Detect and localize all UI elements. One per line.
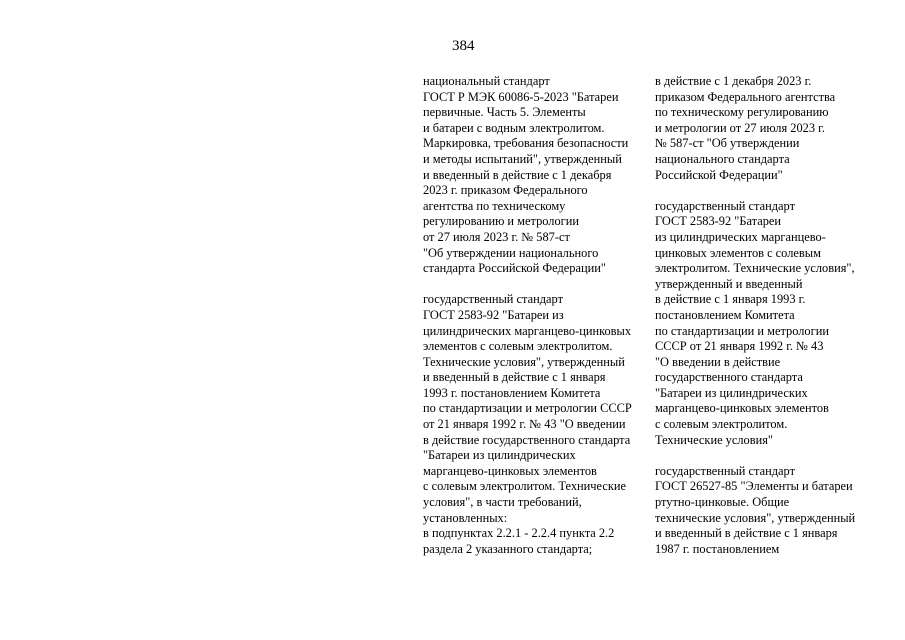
text-line: 2023 г. приказом Федерального <box>423 183 588 198</box>
text-line: "Батареи из цилиндрических <box>423 448 576 463</box>
text-line: от 21 января 1992 г. № 43 "О введении <box>423 417 626 432</box>
text-line: стандарта Российской Федерации" <box>423 261 606 276</box>
text-block <box>655 199 855 449</box>
text-line: ГОСТ Р МЭК 60086-5-2023 "Батареи <box>423 89 619 104</box>
paragraph-gap <box>655 448 855 464</box>
text-block <box>655 74 855 183</box>
text-line: 1987 г. постановлением <box>655 541 780 556</box>
text-line: "Об утверждении национального <box>423 245 599 260</box>
text-line: в действие с 1 декабря 2023 г. <box>655 74 812 88</box>
text-line: электролитом. Технические условия", <box>655 261 855 276</box>
text-line: условия", в части требований, <box>423 495 582 510</box>
text-line: государственный стандарт <box>655 463 795 478</box>
text-line: от 27 июля 2023 г. № 587-ст <box>423 229 570 244</box>
paragraph-gap <box>423 277 632 293</box>
text-line: с солевым электролитом. <box>655 417 788 432</box>
page-number: 384 <box>452 38 475 54</box>
text-line: элементов с солевым электролитом. <box>423 339 613 354</box>
text-line: технические условия", утвержденный <box>655 510 856 525</box>
text-line: Российской Федерации" <box>655 167 783 182</box>
text-line: цилиндрических марганцево-цинковых <box>423 323 632 338</box>
text-line: ГОСТ 26527-85 "Элементы и батареи <box>655 479 853 494</box>
text-line: 1993 г. постановлением Комитета <box>423 385 601 400</box>
text-line: раздела 2 указанного стандарта; <box>423 541 593 556</box>
text-line: и введенный в действие с 1 января <box>655 526 838 541</box>
text-line: марганцево-цинковых элементов <box>423 463 597 478</box>
text-line: первичные. Часть 5. Элементы <box>423 105 586 120</box>
text-line: с солевым электролитом. Технические <box>423 479 626 494</box>
right-column <box>655 74 855 557</box>
text-block <box>423 292 632 557</box>
text-line: по стандартизации и метрологии СССР <box>423 401 632 416</box>
left-column <box>423 74 632 557</box>
text-line: и метрологии от 27 июля 2023 г. <box>655 120 825 135</box>
text-line: агентства по техническому <box>423 198 566 213</box>
text-line: утвержденный и введенный <box>655 276 803 291</box>
text-line: СССР от 21 января 1992 г. № 43 <box>655 339 824 354</box>
text-line: из цилиндрических марганцево- <box>655 229 826 244</box>
text-line: по техническому регулированию <box>655 105 829 120</box>
text-line: и батареи с водным электролитом. <box>423 120 605 135</box>
text-line: национальный стандарт <box>423 74 550 88</box>
text-line: и введенный в действие с 1 декабря <box>423 167 612 182</box>
text-line: регулированию и метрологии <box>423 214 580 229</box>
text-block <box>655 464 855 558</box>
text-line: № 587-ст "Об утверждении <box>655 136 800 151</box>
text-line: государственного стандарта <box>655 370 803 385</box>
text-line: ГОСТ 2583-92 "Батареи из <box>423 307 564 322</box>
text-line: "О введении в действие <box>655 354 781 369</box>
text-line: в действие государственного стандарта <box>423 432 631 447</box>
paragraph-gap <box>655 183 855 199</box>
text-line: национального стандарта <box>655 151 790 166</box>
text-line: и методы испытаний", утвержденный <box>423 151 622 166</box>
text-line: в действие с 1 января 1993 г. <box>655 292 806 307</box>
text-line: и введенный в действие с 1 января <box>423 370 606 385</box>
text-line: цинковых элементов с солевым <box>655 245 821 260</box>
text-line: Маркировка, требования безопасности <box>423 136 629 151</box>
text-line: по стандартизации и метрологии <box>655 323 829 338</box>
text-line: в подпунктах 2.2.1 - 2.2.4 пункта 2.2 <box>423 526 615 541</box>
text-block <box>423 74 632 277</box>
text-line: государственный стандарт <box>655 198 795 213</box>
text-line: ГОСТ 2583-92 "Батареи <box>655 214 782 229</box>
text-line: установленных: <box>423 510 508 525</box>
text-line: приказом Федерального агентства <box>655 89 836 104</box>
text-line: Технические условия" <box>655 432 773 447</box>
text-line: марганцево-цинковых элементов <box>655 401 829 416</box>
text-line: государственный стандарт <box>423 292 563 307</box>
text-line: "Батареи из цилиндрических <box>655 385 808 400</box>
text-line: постановлением Комитета <box>655 307 795 322</box>
text-line: Технические условия", утвержденный <box>423 354 625 369</box>
text-line: ртутно-цинковые. Общие <box>655 495 790 510</box>
